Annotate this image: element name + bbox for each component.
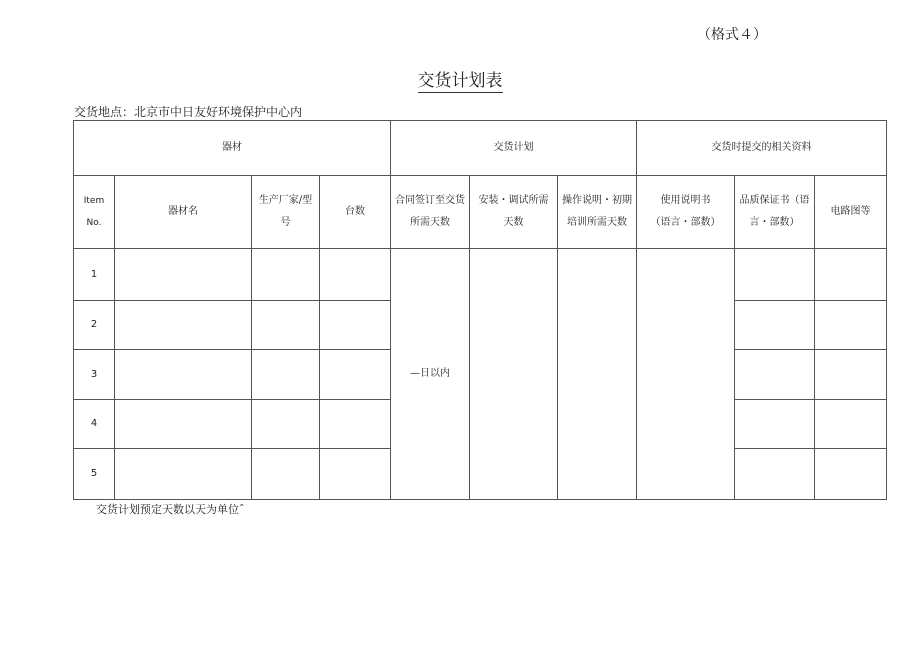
cell-circuit[interactable] xyxy=(815,350,887,400)
cell-quantity[interactable] xyxy=(320,249,391,301)
col-contract-days-line2: 所需天数 xyxy=(410,217,450,228)
group-header-row xyxy=(74,121,887,176)
col-install-days-line1: 安装・调试所需 xyxy=(478,195,549,206)
cell-warranty[interactable] xyxy=(735,449,815,500)
col-manufacturer-line1: 生产厂家/型 xyxy=(258,195,313,206)
cell-quantity[interactable] xyxy=(320,301,391,350)
col-training-days-line1: 操作说明・初期 xyxy=(562,195,632,206)
cell-quantity[interactable] xyxy=(320,400,391,449)
column-header-row xyxy=(74,176,887,249)
delivery-plan-table xyxy=(73,120,887,500)
col-equipment-name: 器材名 xyxy=(115,176,252,249)
row-number: 5 xyxy=(74,449,115,500)
col-training-days-line2: 培训所需天数 xyxy=(567,217,627,228)
cell-equipment-name[interactable] xyxy=(115,301,252,350)
col-warranty-line2: 言・部数） xyxy=(749,217,800,228)
col-manufacturer-line2: 号 xyxy=(280,217,291,228)
cell-circuit[interactable] xyxy=(815,449,887,500)
cell-circuit[interactable] xyxy=(815,249,887,301)
row-number: 4 xyxy=(74,400,115,449)
cell-install-days[interactable] xyxy=(470,249,558,500)
cell-warranty[interactable] xyxy=(735,301,815,350)
row-number: 3 xyxy=(74,350,115,400)
col-warranty-line1: 品质保证书（语 xyxy=(739,195,810,206)
cell-equipment-name[interactable] xyxy=(115,350,252,400)
title-text: 交货计划表 xyxy=(417,71,503,91)
col-manual-line1: 使用说明书 xyxy=(660,195,711,206)
cell-quantity[interactable] xyxy=(320,449,391,500)
cell-manufacturer[interactable] xyxy=(252,400,320,449)
row-number: 2 xyxy=(74,301,115,350)
table-row xyxy=(74,249,887,301)
col-item-no-line1: Item xyxy=(83,196,105,206)
col-install-days xyxy=(470,176,558,249)
col-circuit: 电路图等 xyxy=(815,176,887,249)
group-header-equipment: 器材 xyxy=(74,121,391,176)
cell-manufacturer[interactable] xyxy=(252,449,320,500)
col-warranty xyxy=(735,176,815,249)
cell-quantity[interactable] xyxy=(320,350,391,400)
col-quantity: 台数 xyxy=(320,176,391,249)
row-number: 1 xyxy=(74,249,115,301)
cell-warranty[interactable] xyxy=(735,249,815,301)
cell-contract-days: —日以内 xyxy=(391,249,470,500)
cell-warranty[interactable] xyxy=(735,400,815,449)
page-title xyxy=(0,66,920,91)
col-contract-days-line1: 合同签订至交货 xyxy=(395,195,465,206)
cell-manufacturer[interactable] xyxy=(252,350,320,400)
cell-circuit[interactable] xyxy=(815,301,887,350)
col-install-days-line2: 天数 xyxy=(503,217,524,228)
col-training-days xyxy=(558,176,637,249)
cell-equipment-name[interactable] xyxy=(115,249,252,301)
footer-note: 交货计划预定天数以天为单位ˆ xyxy=(96,503,245,516)
cell-warranty[interactable] xyxy=(735,350,815,400)
format-label: （格式４） xyxy=(697,27,767,43)
group-header-delivery-plan: 交货计划 xyxy=(391,121,637,176)
cell-equipment-name[interactable] xyxy=(115,400,252,449)
col-manual xyxy=(637,176,735,249)
col-manufacturer xyxy=(252,176,320,249)
cell-manufacturer[interactable] xyxy=(252,301,320,350)
col-item-no xyxy=(74,176,115,249)
col-manual-line2: （语言・部数） xyxy=(650,217,721,228)
cell-training-days[interactable] xyxy=(558,249,637,500)
cell-manufacturer[interactable] xyxy=(252,249,320,301)
delivery-location: 交货地点：北京市中日友好环境保护中心内 xyxy=(74,105,303,119)
cell-manual[interactable] xyxy=(637,249,735,500)
col-contract-days xyxy=(391,176,470,249)
col-item-no-line2: No. xyxy=(86,218,102,228)
cell-equipment-name[interactable] xyxy=(115,449,252,500)
group-header-documents: 交货时提交的相关资料 xyxy=(637,121,887,176)
cell-circuit[interactable] xyxy=(815,400,887,449)
